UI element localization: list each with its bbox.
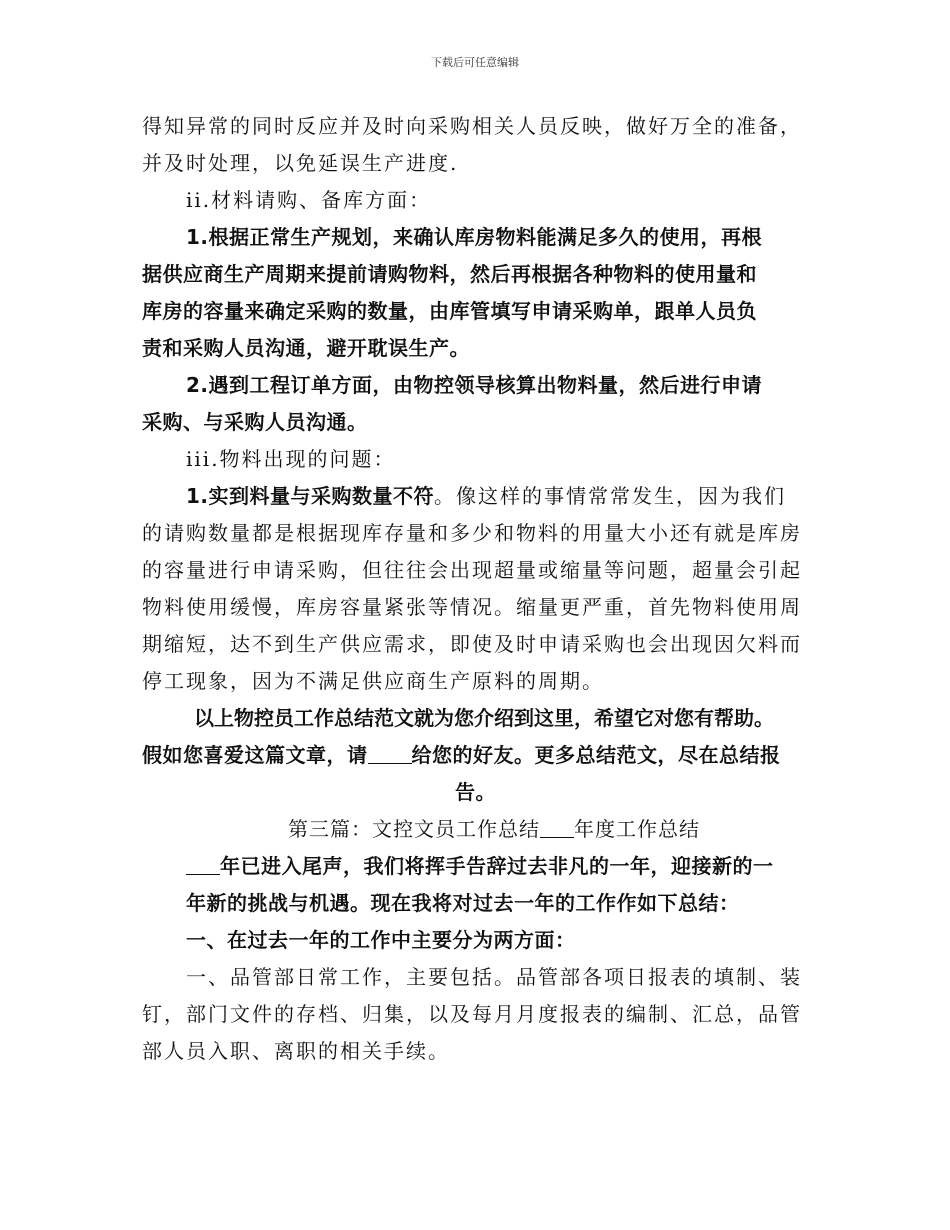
chapter-title-a: 第三篇：文控文员工作总结 xyxy=(288,817,540,841)
closing-text-b: 给您的好友。更多总结范文，尽在总结报 xyxy=(411,743,781,767)
paragraph-line: 采购、与采购人员沟通。 xyxy=(142,410,368,434)
closing-line xyxy=(142,741,781,769)
bold-lead-text: 1.实到料量与采购数量不符 xyxy=(186,484,435,508)
paragraph-line: 期缩短，达不到生产供应需求，即使及时申请采购也会出现因欠料而 xyxy=(142,632,802,656)
page-header: 下载后可任意编辑 xyxy=(431,56,519,69)
paragraph-line: 一、品管部日常工作，主要包括。品管部各项日报表的填制、装 xyxy=(186,965,802,989)
blank-underline xyxy=(368,743,412,764)
paragraph-line: 责和采购人员沟通，避开耽误生产。 xyxy=(142,336,470,360)
closing-text-a: 假如您喜爱这篇文章，请 xyxy=(142,743,368,767)
chapter-title-b: 年度工作总结 xyxy=(574,817,700,841)
paragraph-line xyxy=(186,482,786,511)
chapter-title xyxy=(288,815,700,843)
paragraph-line: 2.遇到工程订单方面，由物控领导核算出物料量，然后进行申请 xyxy=(186,373,763,397)
section-heading: 一、在过去一年的工作中主要分为两方面： xyxy=(186,928,576,952)
paragraph-line: 停工现象，因为不满足供应商生产原料的周期。 xyxy=(142,669,604,693)
paragraph-line: 物料使用缓慢，库房容量紧张等情况。缩量更严重，首先物料使用周 xyxy=(142,595,802,619)
body-text: 年已进入尾声，我们将挥手告辞过去非凡的一年，迎接新的一 xyxy=(220,854,774,878)
body-text: 。像这样的事情常常发生，因为我们 xyxy=(434,484,787,508)
paragraph-line: 1.根据正常生产规划，来确认库房物料能满足多久的使用，再根 xyxy=(186,225,763,249)
section-heading-iii: iii.物料出现的问题： xyxy=(186,447,396,471)
blank-underline xyxy=(186,854,220,875)
paragraph-line: 据供应商生产周期来提前请购物料，然后再根据各种物料的使用量和 xyxy=(142,262,757,286)
paragraph-line: 钉，部门文件的存档、归集，以及每月月度报表的编制、汇总，品管 xyxy=(142,1002,802,1026)
paragraph-line: 部人员入职、离职的相关手续。 xyxy=(142,1039,450,1063)
paragraph-line: 的请购数量都是根据现库存量和多少和物料的用量大小还有就是库房 xyxy=(142,521,802,545)
paragraph-line: 得知异常的同时反应并及时向采购相关人员反映，做好万全的准备， xyxy=(142,114,802,138)
paragraph-line xyxy=(186,852,774,880)
paragraph-line: 的容量进行申请采购，但往往会出现超量或缩量等问题，超量会引起 xyxy=(142,558,802,582)
paragraph-line: 并及时处理，以免延误生产进度. xyxy=(142,151,459,175)
closing-line: 以上物控员工作总结范文就为您介绍到这里，希望它对您有帮助。 xyxy=(194,706,774,730)
closing-line: 告。 xyxy=(455,780,496,804)
blank-underline xyxy=(540,817,574,838)
paragraph-line: 库房的容量来确定采购的数量，由库管填写申请采购单，跟单人员负 xyxy=(142,299,757,323)
section-heading-ii: ii.材料请购、备库方面： xyxy=(186,188,432,212)
paragraph-line: 年新的挑战与机遇。现在我将对过去一年的工作作如下总结： xyxy=(186,891,740,915)
